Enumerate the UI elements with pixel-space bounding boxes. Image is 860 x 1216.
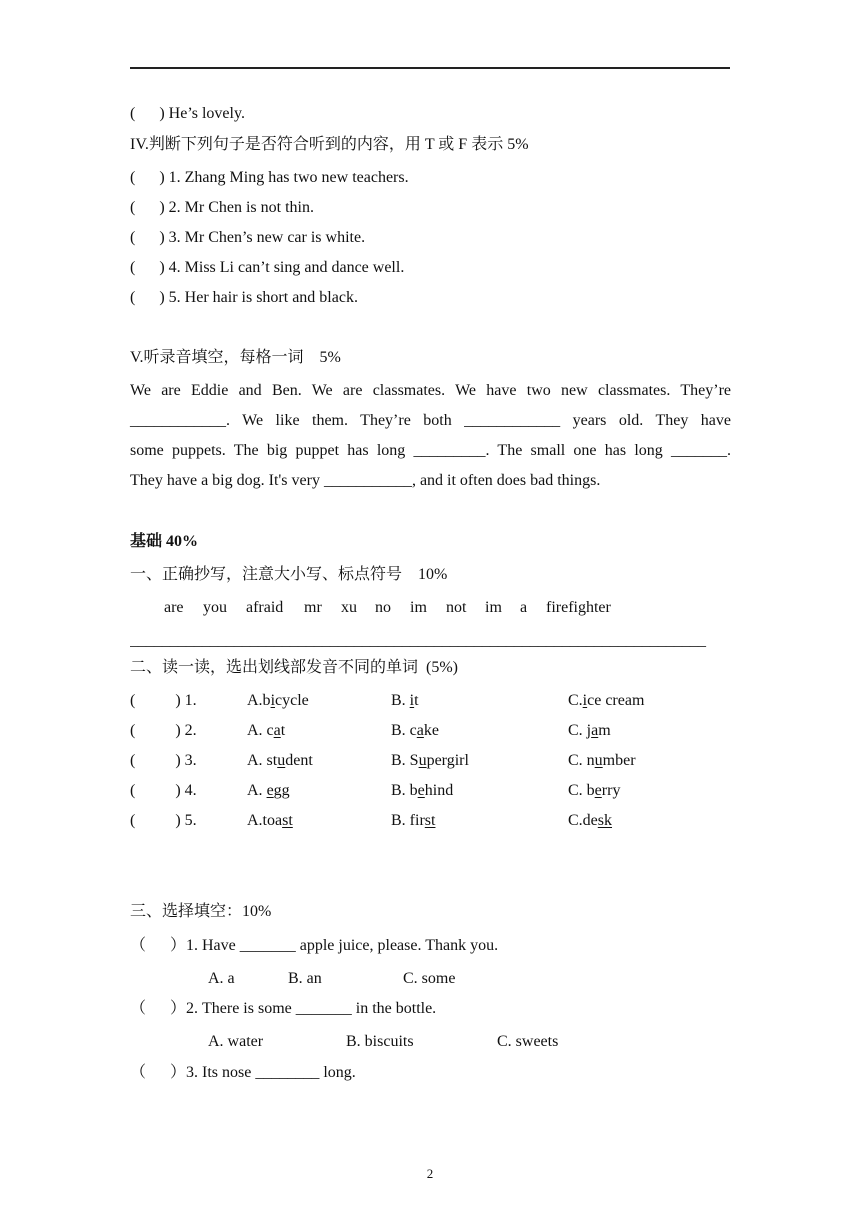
phonics-option-a: A.bicycle — [247, 692, 309, 709]
section-iv-title: IV.判断下列句子是否符合听到的内容，用 T 或 F 表示 5% — [130, 136, 529, 153]
part1-title: 一、正确抄写，注意大小写、标点符号 10% — [130, 566, 448, 583]
phonics-option-b: B. Supergirl — [391, 752, 469, 769]
question-hes-lovely: ( ) He’s lovely. — [130, 105, 245, 122]
section-v-title: V.听录音填空，每格一词 5% — [130, 349, 341, 366]
passage-line: We are Eddie and Ben. We are classmates. We have two new classmates. They’re — [130, 382, 731, 399]
phonics-option-c: C. number — [568, 752, 636, 769]
tf-item: ( ) 1. Zhang Ming has two new teachers. — [130, 169, 409, 186]
mc-option: C. some — [403, 970, 456, 987]
mc-option: B. an — [288, 970, 322, 987]
mc-option: B. biscuits — [346, 1033, 414, 1050]
phonics-number: ( ) 2. — [130, 722, 197, 739]
tf-item: ( ) 5. Her hair is short and black. — [130, 289, 358, 306]
phonics-option-b: B. behind — [391, 782, 454, 799]
mc-question: （ ）3. Its nose ________ long. — [130, 1064, 356, 1081]
copy-word: firefighter — [546, 599, 611, 616]
copy-word: mr — [304, 599, 322, 616]
copy-word: xu — [341, 599, 357, 616]
phonics-option-c: C. jam — [568, 722, 611, 739]
phonics-option-c: C.ice cream — [568, 692, 645, 709]
phonics-option-a: A. student — [247, 752, 313, 769]
phonics-number: ( ) 4. — [130, 782, 197, 799]
copy-answer-line: ________________________________________________________________________ — [130, 632, 706, 649]
mc-question: （ ）1. Have _______ apple juice, please. Thank you. — [130, 937, 499, 954]
phonics-number: ( ) 5. — [130, 812, 197, 829]
phonics-option-a: A. egg — [247, 782, 290, 799]
basics-heading: 基础 40% — [130, 533, 199, 550]
phonics-number: ( ) 3. — [130, 752, 197, 769]
copy-word: im — [410, 599, 427, 616]
passage-line: some puppets. The big puppet has long _________. The small one has long _______. — [130, 442, 731, 459]
copy-word: not — [446, 599, 467, 616]
copy-word: are — [164, 599, 184, 616]
phonics-option-c: C.desk — [568, 812, 613, 829]
copy-word: you — [203, 599, 227, 616]
phonics-option-b: B. first — [391, 812, 436, 829]
mc-option: C. sweets — [497, 1033, 559, 1050]
phonics-number: ( ) 1. — [130, 692, 197, 709]
passage-line: ____________. We like them. They’re both ____________ years old. They have — [130, 412, 731, 429]
copy-word: a — [520, 599, 528, 616]
passage-line: They have a big dog. It's very ___________, and it often does bad things. — [130, 472, 601, 489]
page-number: 2 — [426, 1166, 434, 1181]
part2-title: 二、读一读，选出划线部发音不同的单词 (5%) — [130, 659, 458, 676]
copy-word: im — [485, 599, 502, 616]
phonics-option-a: A.toast — [247, 812, 293, 829]
tf-item: ( ) 4. Miss Li can’t sing and dance well. — [130, 259, 405, 276]
mc-option: A. a — [208, 970, 235, 987]
phonics-option-c: C. berry — [568, 782, 621, 799]
part3-title: 三、选择填空：10% — [130, 903, 272, 920]
tf-item: ( ) 3. Mr Chen’s new car is white. — [130, 229, 366, 246]
phonics-option-b: B. it — [391, 692, 419, 709]
mc-question: （ ）2. There is some _______ in the bottle. — [130, 1000, 437, 1017]
tf-item: ( ) 2. Mr Chen is not thin. — [130, 199, 314, 216]
header-rule — [130, 67, 730, 69]
copy-word: afraid — [246, 599, 284, 616]
copy-word: no — [375, 599, 391, 616]
mc-option: A. water — [208, 1033, 264, 1050]
phonics-option-a: A. cat — [247, 722, 286, 739]
phonics-option-b: B. cake — [391, 722, 439, 739]
